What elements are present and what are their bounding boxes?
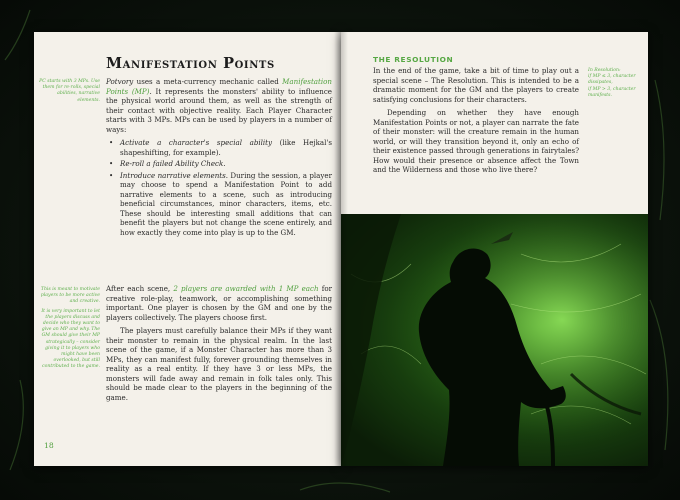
resolution-column [373,66,579,179]
list-item: • Activate a character's special ability (like Hejkal's shapeshifting, for example). [109,138,332,157]
section-subheading: THE RESOLUTION [373,55,454,64]
list-item: • Re-roll a failed Ability Check. [109,159,226,168]
intro-paragraph: Potvory uses a meta-currency mechanic called Manifestation Points (MP). It represents the monsters' ability to influence the physical world around them, as well as the strength of their contact with objective reality. Each Player Character starts with 3 MPs. MPs can be used by players in a number of ways: [106,77,332,134]
mp-uses-list [106,138,332,237]
main-column-bottom [106,284,332,406]
fate-paragraph: Depending on whether they have enough Manifestation Points or not, a player can narrate the fate of their monster: will the creature remain in the human world, or will they transition beyond it, only an echo of their existence passed through generations in fairytales? How would their presence or absence affect the Town and the Wilderness and those who live there? [373,108,579,174]
sidenote-summary [36,79,100,107]
game-title: Potvory [106,77,134,86]
award-highlight: 2 players are awarded with 1 MP each [173,284,319,293]
sidenote-text: PC starts with 3 MPs. Use them for re-rolls, special abilities, narrative elements. [39,79,100,103]
page-title: Manifestation Points [106,55,275,72]
sidenote-text: This is meant to motivate players to be more active and creative. [40,287,100,305]
monster-photo [341,214,648,466]
resolution-paragraph: In the end of the game, take a bit of time to play out a special scene – The Resolution. This is intended to be a dramatic moment for the GM and the players to create satisfying conclusions for their characters. [373,66,579,104]
balance-paragraph: The players must carefully balance their MPs if they want their monster to remain in the physical realm. In the last scene of the game, if a Monster Character has more than 3 MPs, they can manifest fully, forever grounding themselves in reality as a real entity. If they have 3 or less MPs, the monsters will fade away and remain in folk tales only. This should be made clear to the players in the beginning of the game. [106,326,332,402]
page-number: 18 [44,441,54,450]
right-page [341,32,648,466]
award-paragraph: After each scene, 2 players are awarded with 1 MP each for creative role-play, teamwork, or accomplishing something important. One player is chosen by the GM and one by the players collectively. The players choose first. [106,284,332,322]
main-column-top [106,77,332,243]
photo-illustration [341,214,648,466]
sidenote-motivation [36,287,100,374]
list-item: • Introduce narrative elements. During the session, a player may choose to spend a Manifestation Point to add narrative elements to a scene, such as introducing beneficial circumstances, minor characters, items, etc. These should be interesting small additions that can benefit the players but not change the scene entirely, and how exactly they come into play is up to the GM. [109,170,333,237]
sidenote-text: It is very important to let the players discuss and decide who they want to give an MP and why. The GM should give their MP strategically – consider giving it to players who might have been overlooked, but still contributed to the game. [41,308,100,370]
left-page [34,32,341,466]
sidenote-resolution: In Resolution: if MP ≤ 3, character dissipates, if MP > 3, character manifests. [588,68,636,98]
mp-term: Manifestation Points (MP) [106,77,332,96]
